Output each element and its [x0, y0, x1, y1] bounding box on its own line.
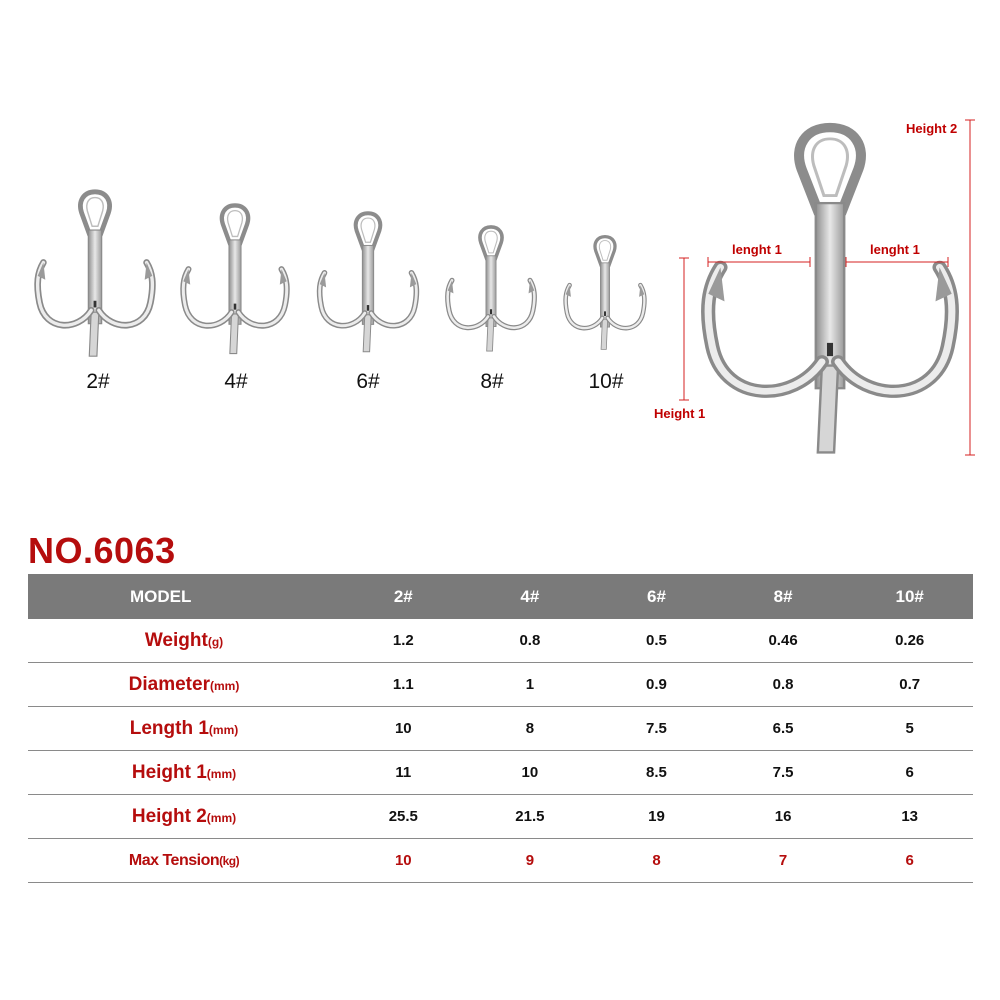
- table-cell: 8: [593, 839, 720, 883]
- table-cell: 13: [846, 795, 973, 839]
- table-cell: 0.46: [720, 619, 847, 663]
- table-row: [28, 619, 973, 663]
- table-cell: 25.5: [340, 795, 467, 839]
- table-cell: 6: [846, 751, 973, 795]
- table-cell: 9: [467, 839, 594, 883]
- table-cell: 6: [846, 839, 973, 883]
- spec-table: [28, 574, 973, 883]
- table-cell: 8: [467, 707, 594, 751]
- table-cell: 10: [340, 839, 467, 883]
- size-label-8: 8#: [480, 370, 504, 393]
- table-cell: 0.7: [846, 663, 973, 707]
- table-row: [28, 795, 973, 839]
- header-model: MODEL: [28, 574, 340, 619]
- table-cell: 7: [720, 839, 847, 883]
- table-cell: 7.5: [593, 707, 720, 751]
- table-row: [28, 751, 973, 795]
- table-cell: 1.1: [340, 663, 467, 707]
- length1-left-label: lenght 1: [732, 242, 782, 257]
- length1-right-label: lenght 1: [870, 242, 920, 257]
- header-size-4: 4#: [467, 574, 594, 619]
- table-cell: 16: [720, 795, 847, 839]
- table-cell: 0.9: [593, 663, 720, 707]
- header-size-8: 8#: [720, 574, 847, 619]
- height2-label: Height 2: [906, 121, 958, 136]
- table-cell: 0.8: [467, 619, 594, 663]
- table-row: [28, 707, 973, 751]
- header-size-10: 10#: [846, 574, 973, 619]
- table-cell: 7.5: [720, 751, 847, 795]
- table-cell: 19: [593, 795, 720, 839]
- table-cell: 1: [467, 663, 594, 707]
- header-size-6: 6#: [593, 574, 720, 619]
- table-cell: 6.5: [720, 707, 847, 751]
- row-label-diameter: Diameter(mm): [28, 663, 340, 707]
- size-label-2: 2#: [86, 370, 110, 393]
- table-cell: 0.26: [846, 619, 973, 663]
- table-cell: 8.5: [593, 751, 720, 795]
- size-label-6: 6#: [356, 370, 380, 393]
- table-cell: 10: [467, 751, 594, 795]
- model-number-title: NO.6063: [28, 530, 176, 571]
- table-cell: 1.2: [340, 619, 467, 663]
- table-row: [28, 663, 973, 707]
- table-cell: 21.5: [467, 795, 594, 839]
- size-label-10: 10#: [588, 370, 624, 393]
- row-label-height2: Height 2(mm): [28, 795, 340, 839]
- table-cell: 0.5: [593, 619, 720, 663]
- row-label-max-tension: Max Tension(kg): [28, 839, 340, 883]
- header-size-2: 2#: [340, 574, 467, 619]
- size-label-4: 4#: [224, 370, 248, 393]
- row-label-length1: Length 1(mm): [28, 707, 340, 751]
- table-row: [28, 839, 973, 883]
- row-label-weight: Weight(g): [28, 619, 340, 663]
- table-cell: 11: [340, 751, 467, 795]
- height1-label: Height 1: [654, 406, 706, 421]
- table-cell: 10: [340, 707, 467, 751]
- table-cell: 5: [846, 707, 973, 751]
- row-label-height1: Height 1(mm): [28, 751, 340, 795]
- table-cell: 0.8: [720, 663, 847, 707]
- spec-table-header: [28, 574, 973, 619]
